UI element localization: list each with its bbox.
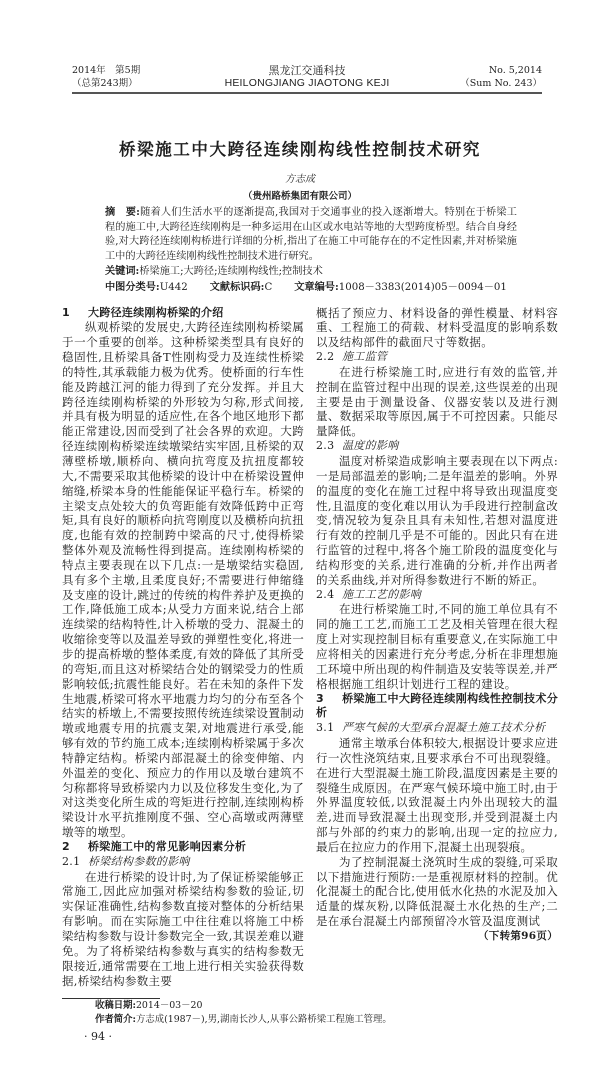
bio-label: 作者简介: bbox=[95, 1014, 136, 1026]
keywords bbox=[105, 264, 540, 280]
author: 方志成 bbox=[285, 174, 315, 185]
section-1-heading: 1 大跨径连续刚构桥梁的介绍 bbox=[62, 305, 224, 319]
section-2-2-paragraph: 在进行桥梁施工时,应进行有效的监管,并控制在监管过程中出现的误差,这些误差的出现主要是由于测量设备、仪器安装以及进行测量、数据采取等原因,属于不可控因素。只能尽量降低。 bbox=[316, 364, 558, 439]
section-3-1-heading: 3.1 严寒气候的大型承台混凝土施工技术分析 bbox=[316, 721, 546, 735]
section-2-2-heading: 2.2 施工监管 bbox=[316, 350, 388, 364]
footnote-bio bbox=[95, 1013, 600, 1027]
received-label: 收稿日期: bbox=[95, 1000, 136, 1012]
section-2-4-paragraph: 在进行桥梁施工时,不同的施工单位具有不同的施工工艺,而施工工艺及相关管理在很大程度上对实现控制目标有重要意义,在实际施工中应将相关的因素进行充分考虑,分析在非理想施工环境中所出现的构件制造及安装等误差,并严格根据施工组织计划进行工程的建设。 bbox=[316, 602, 558, 691]
section-2-heading: 2 桥梁施工中的常见影响因素分析 bbox=[62, 839, 247, 853]
doc-code-value: C bbox=[264, 281, 273, 293]
section-3-heading: 3 桥梁施工中大跨径连续刚构线性控制技术分析 bbox=[316, 691, 558, 720]
clc-value: U442 bbox=[159, 281, 188, 293]
classification bbox=[105, 280, 540, 296]
clc-label: 中图分类号: bbox=[105, 280, 160, 293]
abstract-label: 摘 要: bbox=[105, 206, 140, 218]
abstract bbox=[105, 205, 517, 264]
continued-note: （下转第96页） bbox=[477, 930, 558, 942]
journal-name bbox=[182, 64, 432, 90]
abstract-text: 随着人们生活水平的逐渐提高,我国对于交通事业的投入逐渐增大。特别在于桥梁工程的施工中,大跨径连续刚构是一种多运用在山区或水电站等地的大型跨度桥型。结合自身经验,对大跨径连续刚构桥进行详细的分析,指出了在施工中可能存在的不定性因素,并对桥梁施工中的大跨径连续刚构线性控制技术进行研究。 bbox=[105, 207, 517, 262]
issue-info bbox=[72, 64, 182, 90]
section-2-3-heading: 2.3 温度的影响 bbox=[316, 439, 399, 453]
doc-code-label: 文献标识码: bbox=[209, 280, 265, 293]
journal-name-cn: 黑龙江交通科技 bbox=[268, 64, 346, 77]
body-columns bbox=[62, 306, 600, 989]
left-column bbox=[62, 306, 304, 989]
received-date: 2014－03－20 bbox=[135, 1000, 203, 1012]
section-2-1-paragraph: 在进行桥梁的设计时,为了保证桥梁能够正常施工,因此应加强对桥梁结构参数的验证,切实保证准确性,结构参数直接对整体的分析结果有影响。而在实际施工中往往难以将施工中桥梁结构参数与设计参数完全一致,其误差难以避免。为了将桥梁结构参数与真实的结构参数无限接近,通常需要在工地上进行相关实验获得数据,桥梁结构参数主要 bbox=[62, 869, 304, 988]
keywords-label: 关键词: bbox=[105, 265, 140, 278]
right-column bbox=[316, 306, 558, 944]
issue-number-en: No. 5,2014 bbox=[488, 65, 542, 76]
journal-name-en: HEILONGJIANG JIAOTONG KEJI bbox=[224, 77, 390, 89]
section-3-1-paragraph-2: 为了控制混凝土浇筑时生成的裂缝,可采取以下措施进行预防:一是重视原材料的控制。优化混凝土的配合比,使用低水化热的水泥及加入适量的煤灰粉,以降低混凝土水化热的生产;二是在承台混凝土内部预留冷水管及温度测试 bbox=[316, 854, 558, 929]
running-header bbox=[72, 64, 542, 90]
section-1-paragraph: 纵观桥梁的发展史,大跨径连续刚构桥梁属于一个重要的创举。这种桥梁类型具有良好的稳固性,且桥梁具备T性刚构受力及连续性桥梁的特性,其承载能力极为优秀。使桥面的行车性能及跨越江河的能力得到了充分发挥。并且大跨径连续刚构桥梁的外形较为匀称,形式间接,并具有极为明显的适应性,在各个地区地形下都能正常建设,因而受到了社会各界的欢迎。大跨径连续刚构桥梁连续墩梁结实牢固,且桥梁的双薄壁桥墩,顺桥向、横向抗弯度及抗扭度都较大,不需要采取其他桥梁的设计中在桥梁设置伸缩缝,桥梁本身的性能能保证平稳行车。桥梁的主梁支点处较大的负弯距能有效降低跨中正弯矩,具有良好的顺桥向抗弯刚度以及横桥向抗扭度,也能有效的控制跨中梁高的尺寸,使得桥梁整体外观及流畅性得到提高。连续刚构桥梁的特点主要表现在以下几点:一是墩梁结实稳固,具有多个主墩,且柔度良好;不需要进行伸缩缝及支座的设计,跳过的传统的构件养护及更换的工作,降低施工成本;从受力方面来说,结合上部连续梁的结构特性,计入桥墩的受力、混凝土的收缩徐变等以及温差导致的弹塑性变化,将进一步的提高桥墩的整体柔度,有效的降低了其所受的弯矩,而且这对桥梁结合处的钢梁受力的性质影响较低;抗震性能良好。若在未知的条件下发生地震,桥梁可将水平地震力均匀的分布至各个结实的桥墩上,不需要按照传统连续梁设置制动墩或地震专用的抗震支架,对地震进行承受,能够有效的节约施工成本;连续刚构桥梁属于多次特静定结构。桥梁内部混凝土的徐变伸缩、内外温差的变化、预应力的作用以及墩台建筑不匀称都将导致桥梁内力以及位移发生变化,为了对这类变化所生成的弯矩进行控制,连续刚构桥梁设计水平抗推刚度不强、空心高墩或两薄壁墩等的墩型。 bbox=[62, 320, 304, 840]
keywords-text: 桥梁施工;大跨径;连续刚构线性;控制技术 bbox=[139, 266, 323, 278]
issue-info-en bbox=[432, 64, 542, 90]
section-2-1-paragraph-continued: 概括了预应力、材料设备的弹性模量、材料容重、工程施工的荷载、材料受温度的影响系数以及结构部件的截面尺寸等数据。 bbox=[316, 305, 558, 350]
article-title: 桥梁施工中大跨径连续刚构线性控制技术研究 bbox=[119, 140, 481, 159]
section-2-1-heading: 2.1 桥梁结构参数的影响 bbox=[62, 854, 190, 868]
section-3-1-paragraph-1: 通常主墩承台体积较大,根据设计要求应进行一次性浇筑结束,且要求承台不可出现裂缝。在进行大型混凝土施工阶段,温度因素是主要的裂缝生成原因。在严寒气候环境中施工时,由于外界温度较低,以致混凝土内外出现较大的温差,进而导致混凝土出现变形,并受到混凝土内部与外部的约束力的影响,出现一定的拉应力,最后在拉应力的作用下,混凝土出现裂痕。 bbox=[316, 736, 558, 854]
bio-text: 方志成(1987－),男,湖南长沙人,从事公路桥梁工程施工管理。 bbox=[135, 1014, 392, 1026]
issue-sum-en: （Sum No. 243） bbox=[460, 78, 542, 89]
section-2-3-paragraph: 温度对桥梁造成影响主要表现在以下两点:一是局部温差的影响;二是年温差的影响。外界的温度的变化在施工过程中将导致出现温度变性,且温度的变化难以用认为手段进行控制盒改变,情况较为复杂且具有未知性,若想对温度进行有效的控制几乎是不可能的。因此只有在进行监管的过程中,将各个施工阶段的温度变化与结构形变的关系,进行准确的分析,并作出两者的关系曲线,并对所得参数进行不断的矫正。 bbox=[316, 454, 558, 587]
section-2-4-heading: 2.4 施工工艺的影响 bbox=[316, 587, 422, 601]
header-rule bbox=[72, 92, 542, 94]
article-no-label: 文章编号: bbox=[294, 280, 339, 293]
footnote-received bbox=[95, 999, 600, 1013]
page-number: · 94 · bbox=[84, 1030, 112, 1044]
issue-year: 2014年 第5期 bbox=[72, 65, 141, 76]
issue-total: （总第243期） bbox=[72, 78, 138, 89]
affiliation: （贵州路桥集团有限公司） bbox=[242, 191, 357, 202]
article-no-value: 1008－3383(2014)05－0094－01 bbox=[338, 281, 507, 293]
